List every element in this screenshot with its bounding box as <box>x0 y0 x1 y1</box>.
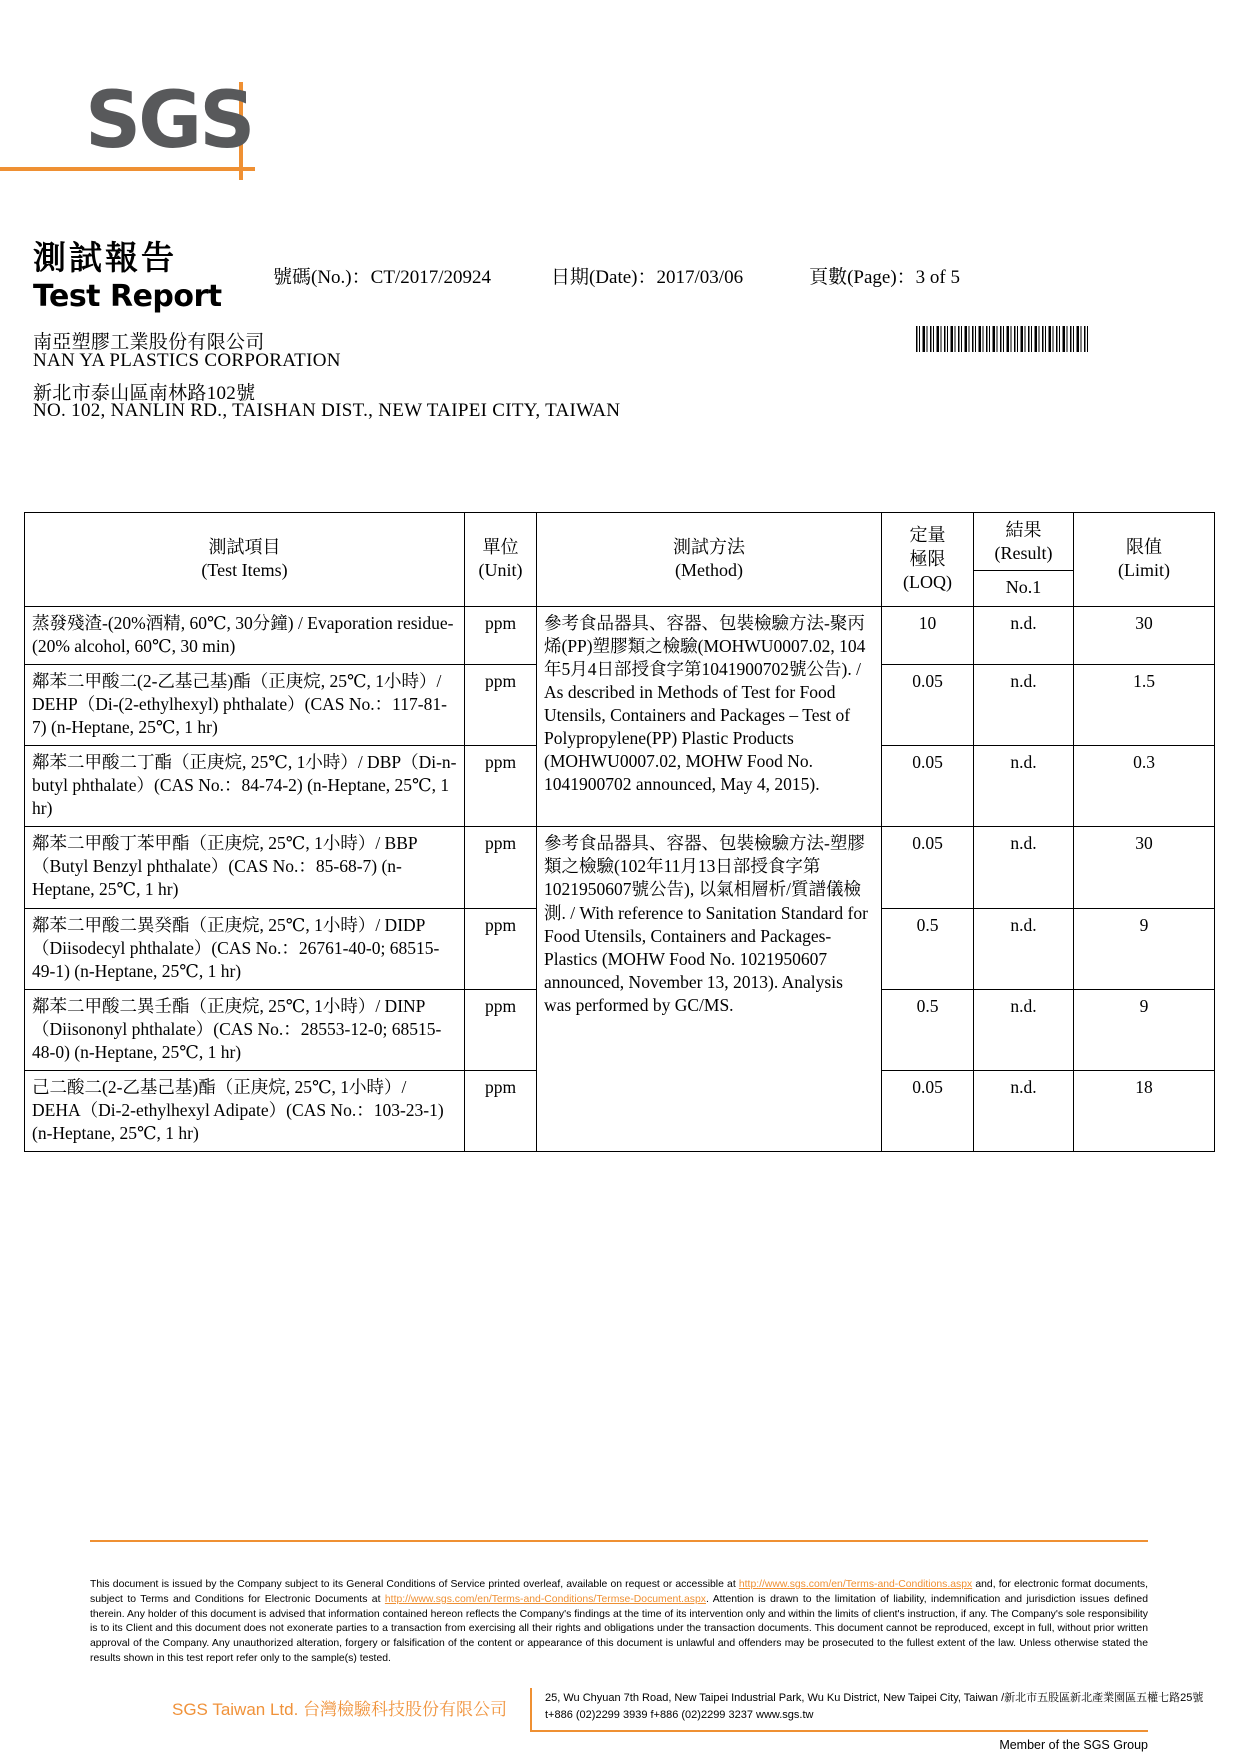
report-number-value: CT/2017/20924 <box>370 267 491 288</box>
header-loq <box>882 513 974 607</box>
cell-test-item: 鄰苯二甲酸二異壬酯（正庚烷, 25℃, 1小時）/ DINP（Diisononyl phthalate）(CAS No.：28553-12-0; 68515-48-0) (n-Heptane, 25℃, 1 hr) <box>25 989 465 1070</box>
report-date-value: 2017/03/06 <box>656 267 744 288</box>
header-result-sample: No.1 <box>1005 576 1042 597</box>
header-result-cn: 結果 <box>1005 520 1042 540</box>
cell-limit: 30 <box>1074 827 1215 908</box>
cell-loq: 0.05 <box>882 1071 974 1152</box>
cell-test-item: 鄰苯二甲酸二異癸酯（正庚烷, 25℃, 1小時）/ DIDP（Diisodecyl phthalate）(CAS No.：26761-40-0; 68515-49-1) (n-Heptane, 25℃, 1 hr) <box>25 908 465 989</box>
header-loq-cn-1: 定量 <box>909 525 946 546</box>
cell-test-item: 己二酸二(2-乙基己基)酯（正庚烷, 25℃, 1小時）/ DEHA（Di-2-ethylhexyl Adipate）(CAS No.：103-23-1) (n-Heptane, 25℃, 1 hr) <box>25 1071 465 1152</box>
test-results-table <box>24 512 1215 1152</box>
legal-disclaimer <box>90 1578 1148 1667</box>
sgs-logo-text: SGS <box>85 76 253 166</box>
cell-unit: ppm <box>465 989 537 1070</box>
footer-address-line-2: t+886 (02)2299 3939 f+886 (02)2299 3237 www.sgs.tw <box>545 1709 814 1722</box>
client-name-chinese: 南亞塑膠工業股份有限公司 <box>33 332 265 353</box>
legal-text-part3: . Attention is drawn to the limitation of liability, indemnification and jurisdiction issues defined therein. Any holder of this document is advised that information contained hereon reflects the Company's findings at the time of its intervention only and within the limits of client's instruction, if any. The Company's sole responsibility is to its Client and this document does not exonerate parties to a transaction from exercising all their rights and obligations under the transaction documents. This document cannot be reproduced, except in full, without prior written approval of the Company. Any unauthorized alteration, forgery or falsification of the content or appearance of this document is unlawful and offenders may be prosecuted to the fullest extent of the law. Unless otherwise stated the results shown in this test report refer only to the sample(s) tested. <box>90 1593 1148 1664</box>
cell-result: n.d. <box>974 664 1074 745</box>
page-title-english: Test Report <box>33 279 222 314</box>
cell-result: n.d. <box>974 746 1074 827</box>
cell-test-item: 鄰苯二甲酸丁苯甲酯（正庚烷, 25℃, 1小時）/ BBP（Butyl Benzyl phthalate）(CAS No.：85-68-7) (n-Heptane, 25℃, 1 hr) <box>25 827 465 908</box>
footer-vertical-divider <box>530 1688 532 1730</box>
table-row <box>25 606 1215 664</box>
cell-result: n.d. <box>974 1071 1074 1152</box>
cell-loq: 0.05 <box>882 664 974 745</box>
cell-limit: 9 <box>1074 908 1215 989</box>
footer-bottom-rule <box>530 1730 1148 1732</box>
cell-limit: 1.5 <box>1074 664 1215 745</box>
report-date-label: 日期(Date)： <box>550 267 657 288</box>
cell-limit: 30 <box>1074 606 1215 664</box>
cell-loq: 0.5 <box>882 989 974 1070</box>
table-row <box>25 827 1215 908</box>
header-test-items-cn: 測試項目 <box>208 536 281 557</box>
cell-unit: ppm <box>465 1071 537 1152</box>
footer-member-text: Member of the SGS Group <box>999 1738 1148 1752</box>
header-loq-cn-2: 極限 <box>909 548 946 569</box>
legal-text-part2: and, for electronic format documents, subject to Terms and Conditions for Electronic Documents at <box>90 1579 1148 1605</box>
header-unit-en: (Unit) <box>478 560 523 581</box>
cell-unit: ppm <box>465 606 537 664</box>
footer-company-name: SGS Taiwan Ltd. 台灣檢驗科技股份有限公司 <box>172 1700 508 1719</box>
logo-horizontal-rule <box>0 167 255 171</box>
cell-method-2: 參考食品器具、容器、包裝檢驗方法-塑膠類之檢驗(102年11月13日部授食字第1021950607號公告), 以氣相層析/質譜儀檢測. / With reference to Sanitation Standard for Food Utensils, Containers and Packages-Plastics (MOHW Food No. 1021950607 announced, November 13, 2013). Analysis was performed by GC/MS. <box>537 827 882 1152</box>
cell-loq: 0.05 <box>882 827 974 908</box>
cell-test-item: 鄰苯二甲酸二丁酯（正庚烷, 25℃, 1小時）/ DBP（Di-n-butyl phthalate）(CAS No.：84-74-2) (n-Heptane, 25℃, 1 hr) <box>25 746 465 827</box>
report-number-label: 號碼(No.)： <box>273 267 371 288</box>
electronic-documents-link[interactable]: http://www.sgs.com/en/Terms-and-Conditions/Termse-Document.aspx <box>384 1593 706 1605</box>
cell-limit: 18 <box>1074 1071 1215 1152</box>
header-limit-cn: 限值 <box>1126 536 1162 557</box>
header-method <box>537 513 882 607</box>
cell-result: n.d. <box>974 606 1074 664</box>
cell-loq: 10 <box>882 606 974 664</box>
report-meta <box>273 262 960 289</box>
legal-text-part1: This document is issued by the Company subject to its General Conditions of Service printed overleaf, available on request or accessible at <box>90 1579 739 1590</box>
header-limit-en: (Limit) <box>1118 560 1170 581</box>
table-header <box>25 513 1215 607</box>
page-number-label: 頁數(Page)： <box>809 267 916 288</box>
sgs-logo <box>85 76 345 198</box>
client-name-english: NAN YA PLASTICS CORPORATION <box>33 350 341 371</box>
cell-limit: 0.3 <box>1074 746 1215 827</box>
header-test-items-en: (Test Items) <box>201 560 288 581</box>
cell-result: n.d. <box>974 989 1074 1070</box>
page-number-value: 3 of 5 <box>915 267 960 288</box>
header-result-en: (Result) <box>994 543 1053 564</box>
header-unit <box>465 513 537 607</box>
header-method-en: (Method) <box>675 560 743 581</box>
cell-loq: 0.5 <box>882 908 974 989</box>
header-method-cn: 測試方法 <box>673 536 745 557</box>
cell-test-item: 蒸發殘渣-(20%酒精, 60℃, 30分鐘) / Evaporation residue-(20% alcohol, 60℃, 30 min) <box>25 606 465 664</box>
page-title-chinese: 測試報告 <box>33 238 177 277</box>
footer-address-line-1: 25, Wu Chyuan 7th Road, New Taipei Industrial Park, Wu Ku District, New Taipei City, Taiwan /新北市五股區新北產業園區五權七路25號 <box>545 1692 1204 1704</box>
terms-and-conditions-link[interactable]: http://www.sgs.com/en/Terms-and-Conditions.aspx <box>738 1579 973 1590</box>
cell-method-1: 參考食品器具、容器、包裝檢驗方法-聚丙烯(PP)塑膠類之檢驗(MOHWU0007.02, 104年5月4日部授食字第1041900702號公告). / As described in Methods of Test for Food Utensils, Containers and Packages – Test of Polypropylene(PP) Plastic Products (MOHWU0007.02, MOHW Food No. 1041900702 announced, May 4, 2015). <box>537 606 882 827</box>
cell-unit: ppm <box>465 746 537 827</box>
header-test-items <box>25 513 465 607</box>
client-address-chinese: 新北市泰山區南林路102號 <box>33 383 256 404</box>
table-header-row <box>25 513 1215 607</box>
cell-loq: 0.05 <box>882 746 974 827</box>
footer-address <box>545 1690 1203 1724</box>
cell-unit: ppm <box>465 908 537 989</box>
cell-limit: 9 <box>1074 989 1215 1070</box>
cell-result: n.d. <box>974 908 1074 989</box>
header-loq-en: (LOQ) <box>903 571 952 592</box>
cell-unit: ppm <box>465 827 537 908</box>
cell-test-item: 鄰苯二甲酸二(2-乙基己基)酯（正庚烷, 25℃, 1小時）/ DEHP（Di-(2-ethylhexyl) phthalate）(CAS No.：117-81-7) (n-Heptane, 25℃, 1 hr) <box>25 664 465 745</box>
cell-result: n.d. <box>974 827 1074 908</box>
footer-divider <box>90 1540 1148 1542</box>
report-barcode <box>916 326 1088 352</box>
header-unit-cn: 單位 <box>482 536 519 557</box>
client-address-english: NO. 102, NANLIN RD., TAISHAN DIST., NEW TAIPEI CITY, TAIWAN <box>33 400 621 421</box>
cell-unit: ppm <box>465 664 537 745</box>
header-limit <box>1074 513 1215 607</box>
table-body <box>25 606 1215 1152</box>
header-result <box>974 513 1074 607</box>
